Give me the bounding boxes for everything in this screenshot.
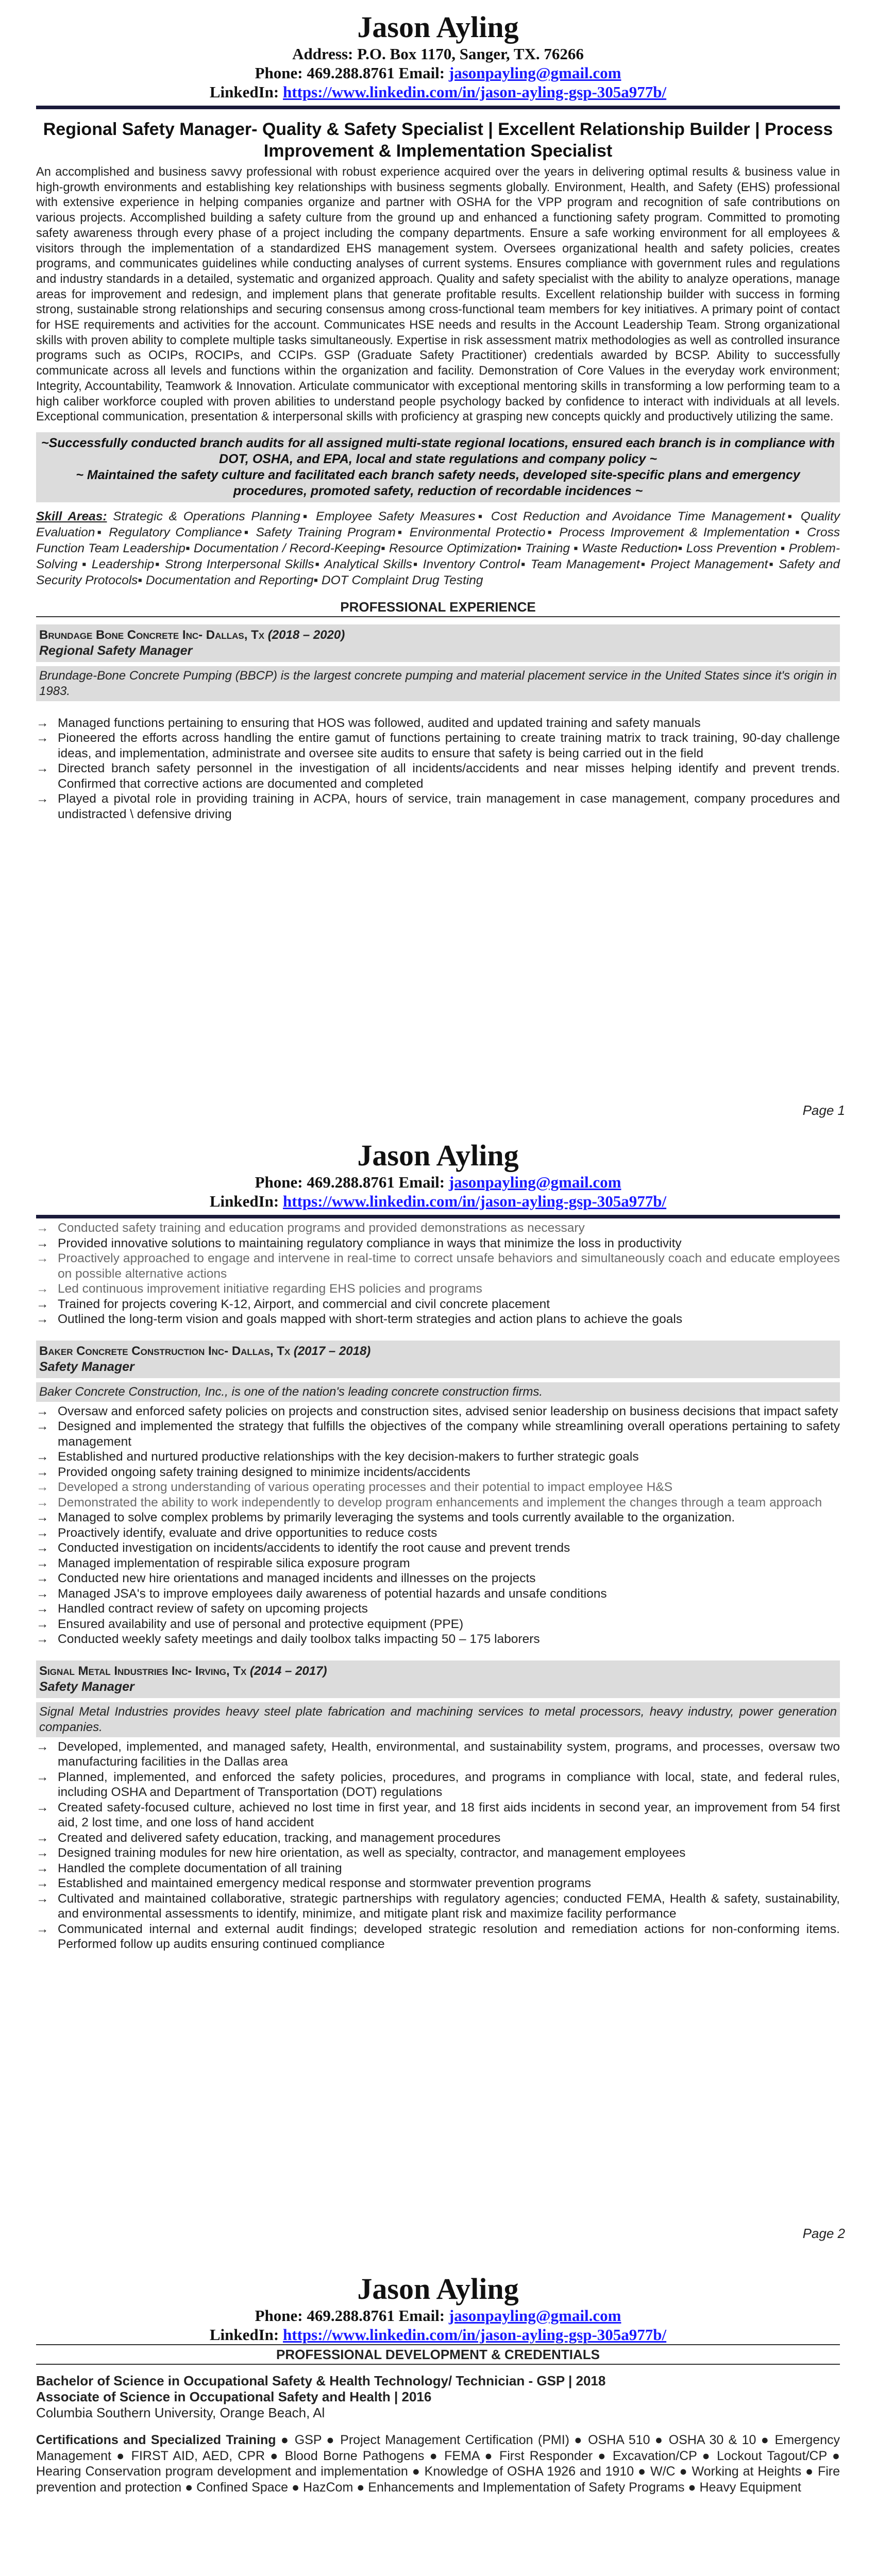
bullet-text: Communicated internal and external audit findings; developed strategic resolution and remediation actions for non-conforming items. Performed follow up audits ensuring continued compliance [58,1922,840,1951]
arrow-icon: → [36,1602,49,1616]
bullet-text: Directed branch safety personnel in the investigation of all incidents/accidents and near misses helping identify and prevent trends. Confirmed that corrective actions are documented and completed [58,761,840,791]
company-description: Brundage-Bone Concrete Pumping (BBCP) is the largest concrete pumping and material placement service in the United States since it's origin in 1983. [36,666,840,701]
bullet-text: Managed implementation of respirable silica exposure program [58,1556,410,1570]
header-rule [36,106,840,109]
arrow-icon: → [36,1617,49,1631]
bullet-text: Demonstrated the ability to work independently to develop program enhancements and implement the changes through a team approach [58,1495,822,1510]
list-item [36,1601,840,1617]
bullet-text: Conducted new hire orientations and managed incidents and illnesses on the projects [58,1571,536,1585]
arrow-icon: → [36,1495,49,1510]
list-item [36,1465,840,1480]
school: Columbia Southern University, Orange Beach, Al [36,2405,325,2420]
email-link[interactable]: jasonpayling@gmail.com [448,2307,621,2325]
company-name: Baker Concrete Construction Inc- Dallas, Tx [39,1344,291,1358]
list-item [36,1845,840,1861]
list-item [36,1586,840,1602]
list-item [36,1526,840,1541]
arrow-icon: → [36,1800,49,1815]
bullet-text: Proactively identify, evaluate and drive opportunities to reduce costs [58,1526,437,1540]
job-bullet-list [36,1221,840,1327]
list-item [36,1571,840,1586]
list-item [36,791,840,822]
company-name: Signal Metal Industries Inc- Irving, Tx [39,1664,247,1678]
arrow-icon: → [36,1526,49,1540]
list-item [36,1221,840,1236]
arrow-icon: → [36,1632,49,1646]
highlights-box [36,432,840,502]
list-item [36,1540,840,1556]
headline: Regional Safety Manager- Quality & Safety Specialist | Excellent Relationship Builder | Process Improvement & Implementation Specialist [43,120,833,161]
arrow-icon: → [36,1846,49,1860]
list-item [36,1739,840,1770]
bullet-text: Managed functions pertaining to ensuring that HOS was followed, audited and updated training and safety manuals [58,716,701,730]
highlight-item: ~ Maintained the safety culture and facilitated each branch safety needs, developed site-specific plans and emergency procedures, promoted safety, reduction of recordable incidences ~ [76,467,800,498]
skill-areas [36,509,840,588]
list-item [36,1632,840,1647]
list-item [36,1556,840,1571]
bullet-text: Ensured availability and use of personal and protective equipment (PPE) [58,1617,464,1631]
arrow-icon: → [36,792,49,806]
bullet-text: Provided innovative solutions to maintaining regulatory compliance in ways that minimize the loss in productivity [58,1236,682,1250]
resume-header [36,1139,840,1211]
skill-areas-text: Strategic & Operations Planning▪ Employee Safety Measures▪ Cost Reduction and Avoidance Time Management▪ Quality Evaluation▪ Regulatory Compliance▪ Safety Training Program▪ Environmental Protectio▪ Process Improvement & Implementation ▪ Cross Function Team Leadership▪ Documentation / Record-Keeping▪ Resource Optimization▪ Training ▪ Waste Reduction▪ Loss Prevention ▪ Problem-Solving ▪ Leadership▪ Strong Interpersonal Skills▪ Analytical Skills▪ Inventory Control▪ Team Management▪ Project Management▪ Safety and Security Protocols▪ Documentation and Reporting▪ DOT Complaint Drug Testing [36,509,840,587]
arrow-icon: → [36,1571,49,1585]
list-item [36,761,840,791]
page-number: Page 1 [802,1103,845,1118]
job-header [36,1341,840,1378]
list-item [36,1251,840,1281]
bullet-text: Trained for projects covering K-12, Airport, and commercial and civil concrete placement [58,1297,550,1311]
list-item [36,1281,840,1297]
certifications-text: ● GSP ● Project Management Certification (PMI) ● OSHA 510 ● OSHA 30 & 10 ● Emergency Management ● FIRST AID, AED, CPR ● Blood Borne Pathogens ● FEMA ● First Responder ● Excavation/CP ● Lockout Tagout/CP ● Hearing Conservation program development and implementation ● Knowledge of OSHA 1926 and 1910 ● W/C ● Working at Heights ● Fire prevention and protection ● Confined Space ● HazCom ● Enhancements and Implementation of Safety Programs ● Heavy Equipment [36,2433,840,2495]
bullet-text: Managed to solve complex problems by primarily leveraging the systems and tools currently available to the organization. [58,1511,735,1524]
company-description: Baker Concrete Construction, Inc., is one of the nation's leading concrete construction firms. [36,1382,840,1402]
job-dates: (2018 – 2020) [267,628,345,642]
arrow-icon: → [36,1419,49,1433]
bullet-text: Outlined the long-term vision and goals mapped with short-term strategies and action plans to achieve the goals [58,1312,683,1326]
linkedin-label: LinkedIn: [209,1192,279,1210]
contact-line [36,63,840,82]
degree: Associate of Science in Occupational Safety and Health | 2016 [36,2389,432,2404]
resume-header [36,10,840,101]
bullet-text: Played a pivotal role in providing training in ACPA, hours of service, train management in case management, company procedures and undistracted \ defensive driving [58,792,840,821]
job-role: Safety Manager [39,1679,134,1694]
company-line [39,628,837,643]
highlight-item: ~Successfully conducted branch audits for all assigned multi-state regional locations, ensured each branch is in compliance with DOT, OSHA, and EPA, local and state regulations and company policy ~ [41,435,835,466]
arrow-icon: → [36,1480,49,1494]
bullet-text: Managed JSA's to improve employees daily awareness of potential hazards and unsafe conditions [58,1586,607,1601]
list-item [36,1770,840,1800]
arrow-icon: → [36,1404,49,1418]
list-item [36,1861,840,1876]
bullet-text: Planned, implemented, and enforced the safety policies, procedures, and programs in compliance with local, state, and federal rules, including OSHA and Department of Transportation (DOT) regulations [58,1770,840,1799]
bullet-text: Provided ongoing safety training designed to minimize incidents/accidents [58,1465,470,1479]
linkedin-line [36,1192,840,1211]
section-heading-experience: PROFESSIONAL EXPERIENCE [36,598,840,617]
linkedin-link[interactable]: https://www.linkedin.com/in/jason-ayling-gsp-305a977b/ [283,1192,667,1210]
job-header [36,1660,840,1698]
list-item [36,1891,840,1922]
list-item [36,1297,840,1312]
section-heading-development: PROFESSIONAL DEVELOPMENT & CREDENTIALS [36,2344,840,2365]
arrow-icon: → [36,1556,49,1570]
phone-label: Phone: 469.288.8761 Email: [255,2307,445,2325]
skill-areas-label: Skill Areas: [36,509,107,523]
candidate-name: Jason Ayling [357,2272,519,2306]
job-role: Safety Manager [39,1359,134,1374]
bullet-text: Designed training modules for new hire orientation, as well as specialty, contractor, and management employees [58,1846,686,1860]
email-link[interactable]: jasonpayling@gmail.com [448,1173,621,1191]
arrow-icon: → [36,1450,49,1464]
page-number: Page 2 [802,2226,845,2241]
list-item [36,1419,840,1449]
list-item [36,731,840,761]
bullet-text: Conducted weekly safety meetings and daily toolbox talks impacting 50 – 175 laborers [58,1632,540,1646]
arrow-icon: → [36,1282,49,1296]
bullet-text: Conducted safety training and education programs and provided demonstrations as necessary [58,1221,585,1235]
arrow-icon: → [36,1770,49,1784]
job-bullet-list [36,1404,840,1647]
arrow-icon: → [36,1861,49,1875]
bullet-text: Developed a strong understanding of various operating processes and their potential to impact employee H&S [58,1480,673,1494]
header-rule [36,1215,840,1218]
job-header [36,624,840,662]
phone-label: Phone: 469.288.8761 Email: [255,64,445,82]
arrow-icon: → [36,1297,49,1311]
list-item [36,1831,840,1846]
company-name: Brundage Bone Concrete Inc- Dallas, Tx [39,628,265,642]
arrow-icon: → [36,716,49,730]
arrow-icon: → [36,761,49,776]
linkedin-line [36,2325,840,2344]
bullet-text: Designed and implemented the strategy that fulfills the objectives of the company while streamlining overall operations pertaining to safety management [58,1419,840,1449]
linkedin-label: LinkedIn: [209,83,279,101]
arrow-icon: → [36,1236,49,1250]
resume-header [36,2272,840,2344]
linkedin-link[interactable]: https://www.linkedin.com/in/jason-ayling-gsp-305a977b/ [283,2326,667,2344]
job-bullet-list [36,716,840,822]
job-role: Regional Safety Manager [39,643,193,658]
list-item [36,1510,840,1526]
arrow-icon: → [36,1876,49,1890]
list-item [36,1922,840,1952]
arrow-icon: → [36,1891,49,1906]
company-description: Signal Metal Industries provides heavy steel plate fabrication and machining services to metal processors, heavy industry, power generation companies. [36,1702,840,1737]
bullet-text: Conducted investigation on incidents/accidents to identify the root cause and prevent trends [58,1541,570,1555]
arrow-icon: → [36,1541,49,1555]
bullet-text: Pioneered the efforts across handling the entire gamut of functions pertaining to create training matrix to track training, 90-day challenge ideas, and implementation, administrate and oversee site audits to ensure that safety is being carried out in the field [58,731,840,760]
list-item [36,1480,840,1495]
linkedin-line [36,82,840,101]
bullet-text: Proactively approached to engage and intervene in real-time to correct unsafe behaviors and simultaneously coach and educate employees on possible alternative actions [58,1251,840,1281]
arrow-icon: → [36,1465,49,1479]
bullet-text: Established and maintained emergency medical response and stormwater prevention programs [58,1876,591,1890]
job-dates: (2017 – 2018) [293,1344,371,1358]
list-item [36,716,840,731]
job-dates: (2014 – 2017) [250,1664,327,1678]
arrow-icon: → [36,1221,49,1235]
arrow-icon: → [36,1312,49,1326]
arrow-icon: → [36,1251,49,1265]
arrow-icon: → [36,1739,49,1754]
candidate-name: Jason Ayling [357,10,519,44]
bullet-text: Oversaw and enforced safety policies on projects and construction sites, advised senior leadership on business decisions that impact safety [58,1404,838,1418]
list-item [36,1876,840,1891]
bullet-text: Established and nurtured productive relationships with the key decision-makers to further strategic goals [58,1450,639,1464]
degree: Bachelor of Science in Occupational Safety & Health Technology/ Technician - GSP | 2018 [36,2373,606,2388]
certifications-label: Certifications and Specialized Training [36,2433,276,2447]
list-item [36,1495,840,1511]
job-bullet-list [36,1739,840,1952]
arrow-icon: → [36,1586,49,1601]
list-item [36,1617,840,1632]
bullet-text: Led continuous improvement initiative regarding EHS policies and programs [58,1282,482,1296]
list-item [36,1449,840,1465]
bullet-text: Created safety-focused culture, achieved no lost time in first year, and 18 first aids incidents in second year, an improvement from 54 first aid, 2 lost time, and one loss of hand accident [58,1800,840,1829]
contact-line [36,1173,840,1192]
bullet-text: Developed, implemented, and managed safety, Health, environmental, and sustainability system, programs, and processes, oversaw two manufacturing facilities in the Dallas area [58,1739,840,1769]
email-link[interactable]: jasonpayling@gmail.com [448,64,621,82]
arrow-icon: → [36,1922,49,1936]
bullet-text: Created and delivered safety education, tracking, and management procedures [58,1831,501,1845]
arrow-icon: → [36,731,49,745]
linkedin-link[interactable]: https://www.linkedin.com/in/jason-ayling-gsp-305a977b/ [283,83,667,101]
linkedin-label: LinkedIn: [209,2326,279,2344]
list-item [36,1312,840,1327]
phone-label: Phone: 469.288.8761 Email: [255,1173,445,1191]
candidate-name: Jason Ayling [357,1139,519,1172]
list-item [36,1800,840,1831]
address-line: Address: P.O. Box 1170, Sanger, TX. 76266 [292,45,584,63]
company-line [39,1664,837,1679]
certifications-block [36,2432,840,2495]
list-item [36,1236,840,1251]
bullet-text: Cultivated and maintained collaborative, strategic partnerships with regulatory agencies; conducted FEMA, Health & safety, sustainability, and environmental assessments to identify, minimize, and mitigate plant risk and maximize facility performance [58,1891,840,1921]
summary-paragraph: An accomplished and business savvy professional with robust experience acquired over the years in delivering optimal results & business value in high-growth environments and establishing key relationships with business segments globally. Environment, Health, and Safety (EHS) professional with extensive experience in helping companies organize and partner with OSHA for the VPP program and recognition of safe contributions on various projects. Accomplished building a safety culture from the ground up and enhanced a functioning safety program. Committed to promoting safety awareness through every phase of a project including the company departments. Ensure a safe working environment for all employees & visitors through the implementation of a standardized EHS management system. Oversees organizational health and safety policies, creates programs, and communicates guidelines while conducting analyses of current systems. Ensures compliance with government rules and regulations and industry standards in a detailed, systematic and organized approach. Quality and safety specialist with the ability to analyze operations, manage areas for improvement and redesign, and implement plans that generate profitable results. Excellent relationship builder with success in forming strong, sustainable strong relationships and securing consensus among cross-functional team members for key initiatives. A primary point of contact for HSE requirements and activities for the account. Communicates HSE needs and results in the Account Leadership Team. Strong organizational skills with proven ability to complete multiple tasks simultaneously. Expertise in risk assessment matrix methodologies as well as controlled insurance programs such as OCIPs, ROCIPs, and CCIPs. GSP (Graduate Safety Practitioner) credentials awarded by BCSP. Ability to successfully communicate across all levels and functions within the organization and facility. Demonstration of Core Values in the everyday work environment; Integrity, Accountability, Teamwork & Innovation. Articulate communicator with exceptional mentoring skills in transforming a low performing team to a high caliber workforce coupled with proven abilities to understand people psychology backed by confidence to interact with individuals at all levels. Exceptional communication, presentation & interpersonal skills with proficiency at grasping new concepts quickly and productively utilizing the same. [36,165,840,424]
bullet-text: Handled contract review of safety on upcoming projects [58,1602,368,1616]
arrow-icon: → [36,1511,49,1524]
contact-line [36,2306,840,2325]
company-line [39,1344,837,1359]
education-block [36,2373,840,2421]
list-item [36,1404,840,1419]
bullet-text: Handled the complete documentation of all training [58,1861,342,1875]
arrow-icon: → [36,1831,49,1845]
